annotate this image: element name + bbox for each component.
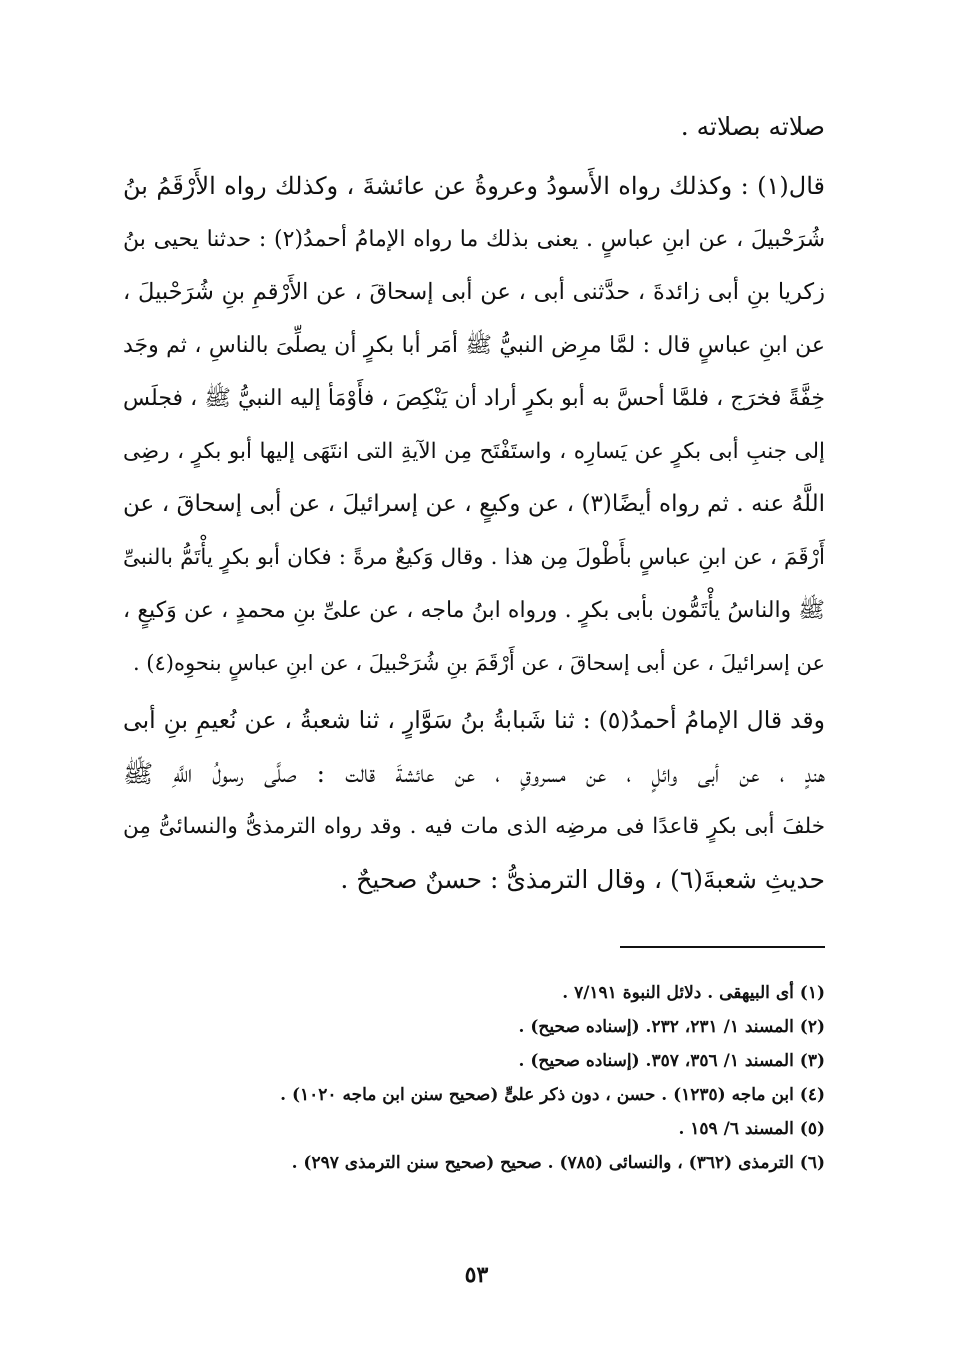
text-line: صلاته بصلاته . bbox=[680, 112, 825, 141]
footnote-2: (٢) المسند ١/ ٢٣١، ٢٣٢. (إسناده صحيح) . bbox=[518, 1017, 825, 1037]
text-line: شُرَحْبيلَ ، عن ابنِ عباسٍ . يعنى بذلك ما رواه الإمامُ أحمدُ(٢) : حدثنا يحيى بنُ bbox=[123, 227, 825, 252]
text-line: أَرْقَمَ ، عن ابنِ عباسٍ بأَطْولَ مِن هذا . وقال وَكيعٌ مرةً : فكان أبو بكرٍ يأْتَمُّ بالنبىِّ bbox=[123, 545, 826, 570]
text-line: خلفَ أبى بكرٍ قاعدًا فى مرضِه الذى مات فيه . وقد رواه الترمذىُّ والنسائىُّ مِن bbox=[123, 814, 825, 839]
text-line: وقد قال الإمامُ أحمدُ(٥) : ثنا شَبابةُ بنُ سَوَّارٍ ، ثنا شعبةُ ، عن نُعيمِ بنِ أبى bbox=[123, 706, 825, 734]
footnote-5: (٥) المسند ٦/ ١٥٩ . bbox=[678, 1119, 825, 1139]
footnote-1: (١) أى البيهقى . دلائل النبوة ٧/١٩١ . bbox=[562, 983, 825, 1003]
text-line: عن ابنِ عباسٍ قال : لمَّا مرِض النبيُّ ﷺ أمَر أبا بكرٍ أن يصلِّىَ بالناسِ ، ثم وجَد bbox=[123, 333, 825, 358]
text-line: اللَّهُ عنه . ثم رواه أيضًا(٣) ، عن وكيعٍ ، عن إسرائيلَ ، عن أبى إسحاقَ ، عن bbox=[123, 491, 825, 517]
footnote-divider bbox=[620, 946, 825, 948]
footnote-3: (٣) المسند ١/ ٣٥٦، ٣٥٧. (إسناده صحيح) . bbox=[518, 1051, 825, 1071]
text-line: قال(١) : وكذلك رواه الأَسودُ وعروةُ عن عائشةَ ، وكذلك رواه الأَرْقَمُ بنُ bbox=[123, 172, 825, 200]
text-line: عن إسرائيلَ ، عن أبى إسحاقَ ، عن أَرْقَمَ بنِ شُرَحْبيلَ ، عن ابنِ عباسٍ بنحوِه(٤) . bbox=[132, 651, 825, 675]
footnote-6: (٦) الترمذى (٣٦٢) ، والنسائى (٧٨٥) . صحيح (صحيح سنن الترمذى ٢٩٧) . bbox=[291, 1153, 825, 1173]
text-line: خِفَّةً فخرَج ، فلمَّا أحسَّ به أبو بكرٍ أراد أن يَنْكِصَ ، فأَوْمَأ إليه النبيُّ ﷺ ، فجلَس bbox=[123, 386, 825, 411]
footnote-4: (٤) ابن ماجه (١٢٣٥) . حسن ، دون ذكر علىٍّ (صحيح سنن ابن ماجه ١٠٢٠) . bbox=[280, 1085, 825, 1105]
paragraph-2 bbox=[123, 694, 825, 906]
text-line: زكريا بنِ أبى زائدةَ ، حدَّثنى أبى ، عن أبى إسحاقَ ، عن الأَرْقمِ بنِ شُرَحْبيلَ ، bbox=[123, 279, 825, 305]
text-line: حديثِ شعبةَ(٦) ، وقال الترمذىُّ : حسنٌ صحيحٌ . bbox=[340, 865, 825, 894]
intro-line bbox=[123, 100, 825, 153]
text-line: ﷺ والناسُ يأْتَمُّون بأبى بكرٍ . ورواه ابنُ ماجه ، عن علىِّ بنِ محمدٍ ، عن وَكيعٍ ، bbox=[123, 598, 825, 623]
page-number: ٥٣ bbox=[464, 1262, 489, 1288]
footnotes bbox=[123, 976, 825, 1180]
text-line: هندٍ ، عن أبى وائلٍ ، عن مسروقٍ ، عن عائشةَ قالت : صلَّى رسولُ اللَّهِ ﷺ bbox=[123, 759, 825, 788]
text-line: إلى جنبِ أبى بكرٍ عن يَسارِه ، واستَفْتَح مِن الآيةِ التى انتَهَى إليها أبو بكرٍ ، رضِى bbox=[123, 439, 825, 464]
paragraph-1 bbox=[123, 160, 825, 690]
